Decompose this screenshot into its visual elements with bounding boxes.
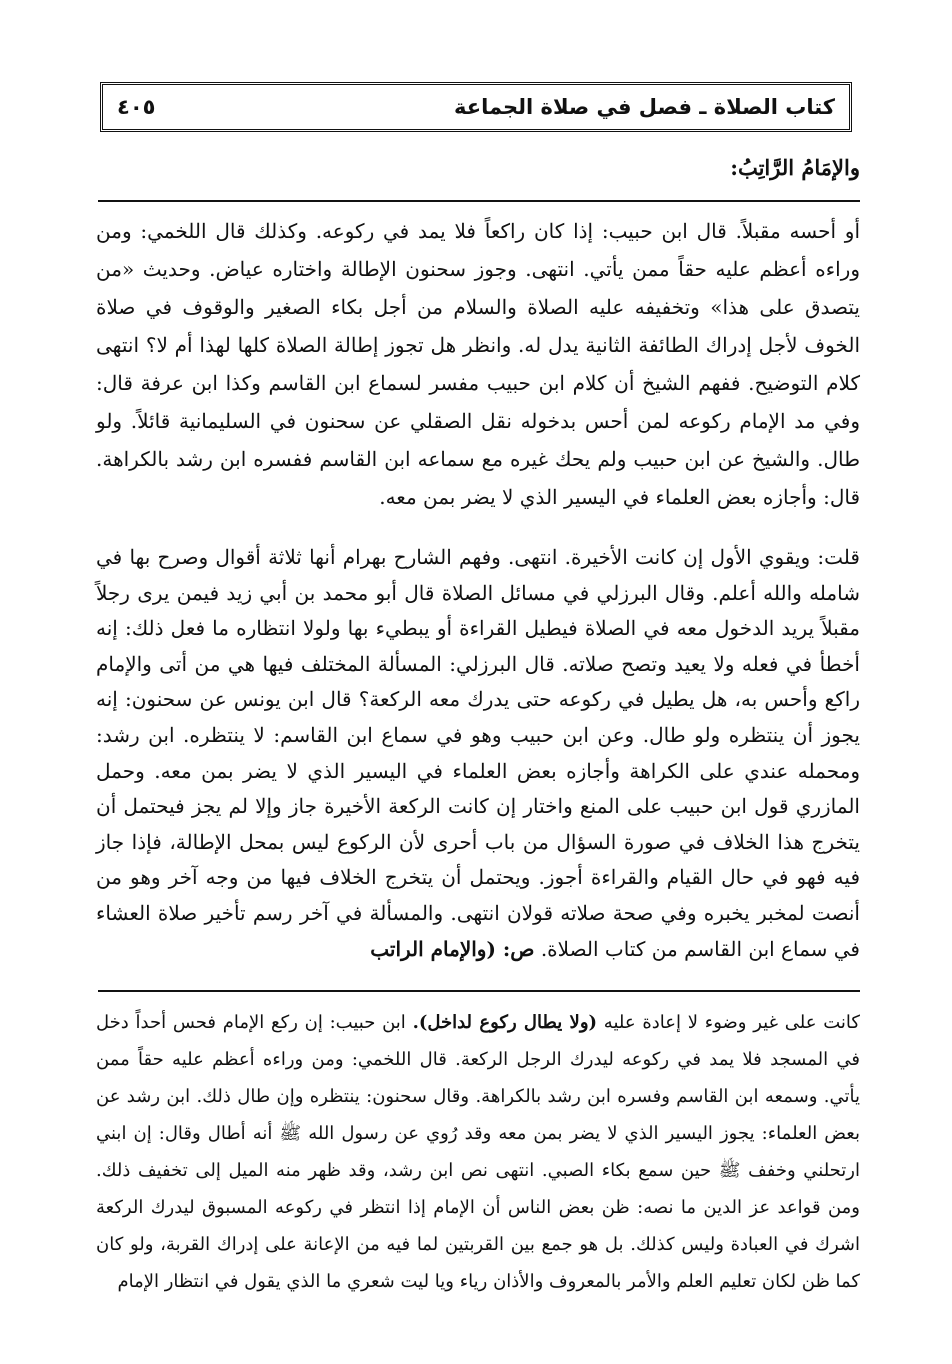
top-divider — [98, 200, 860, 202]
main-commentary-text: قلت: ويقوي الأول إن كانت الأخيرة. انتهى. وفهم الشارح بهرام أنها ثلاثة أقوال وصرح بها في شامله والله أعلم. وقال البرزلي في مسائل الصلاة قال أبو محمد بن أبي زيد فيمن يرى رجلاً مقبلاً يريد الدخول معه في الصلاة فيطيل القراءة أو يبطيء بها ولولا انتظاره ما فعل ذلك: إنه أخطأ في فعله ولا يعيد وتصح صلاته. قال البرزلي: المسألة المختلف فيها هي من أتى والإمام راكع وأحس به، هل يطيل في ركوعه حتى يدرك معه الركعة؟ قال ابن يونس عن سحنون: إنه يجوز أن ينتظره ولو طال. وعن ابن حبيب وهو في سماع ابن القاسم: لا ينتظره. ابن رشد: ومحمله عندي على الكراهة وأجازه بعض العلماء في اليسير الذي لا يضر بمن معه. وحمل المازري قول ابن حبيب على المنع واختار إن كانت الركعة الأخيرة جاز وإلا لم يجز فيحتمل أن يتخرج هذا الخلاف في صورة السؤال من باب أحرى لأن الركوع ليس بمحل الإطالة، فإذا جاز فيه فهو في حال القيام والقراءة أجوز. ويحتمل أن يتخرج الخلاف فيها من وجه آخر وهو من أنصت لمخبر يخبره وفي صحة صلاته قولان انتهى. والمسألة في آخر رسم تأخير صلاة العشاء في سماع ابن القاسم من كتاب الصلاة. — [96, 545, 860, 961]
footnote-divider — [98, 990, 860, 992]
header-title: كتاب الصلاة ـ فصل في صلاة الجماعة — [453, 95, 835, 119]
lower-commentary-text-2: ابن حبيب: إن ركع الإمام فحس أحداً دخل في المسجد فلا يمد في ركوعه ليدرك الرجل الركعة. قال اللخمي: ومن وراءه أعظم عليه حقاً ممن يأتي. وسمعه ابن القاسم وفسره ابن رشد بالكراهة. وقال سحنون: ينتظره وإن طال ذلك. ابن رشد عن بعض العلماء: يجوز اليسير الذي لا يضر بمن معه وقد رُوي عن رسول الله ﷺ أنه أطال وقال: إن ابني ارتحلني وخفف ﷺ حين سمع بكاء الصبي. انتهى نص ابن رشد، وقد ظهر منه الميل إلى تخفيف ذلك. ومن قواعد عز الدين ما نصه: ظن بعض الناس أن الإمام إذا انتظر في ركوعه المسبوق ليدرك الركعة اشرك في العبادة وليس كذلك. بل هو جمع بين القربتين لما فيه من الإعانة على إدراك القربة، ولو كان كما ظن لكان تعليم العلم والأمر بالمعروف والأذان رياء ويا ليت شعري ما الذي يقول في انتظار الإمام — [96, 1012, 860, 1292]
running-header — [100, 82, 852, 132]
matn-lead-line: والإمَامُ الرَّاتِبُ: — [730, 155, 860, 180]
page-number: ٤٠٥ — [117, 95, 156, 119]
matn-quote: ص: (والإمام الراتب — [370, 936, 535, 961]
commentary-continuation: أو أحسه مقبلاً. قال ابن حبيب: إذا كان راكعاً فلا يمد في ركوعه. وكذلك قال اللخمي: ومن وراءه أعظم عليه حقاً ممن يأتي. انتهى. وجوز سحنون الإطالة واختاره عياض. وحديث «من يتصدق على هذا» وتخفيفه عليه الصلاة والسلام من أجل بكاء الصغير والوقوف في صلاة الخوف لأجل إدراك الطائفة الثانية يدل له. وانظر هل تجوز إطالة الصلاة كلها لهذا أم لا؟ انتهى كلام التوضيح. ففهم الشيخ أن كلام ابن حبيب مفسر لسماع ابن القاسم وكذا ابن عرفة قال: وفي مد الإمام ركوعه لمن أحس بدخوله نقل الصقلي عن سحنون في السليمانية قائلاً. ولو طال. والشيخ عن ابن حبيب ولم يحك غيره مع سماعه ابن القاسم ففسره ابن رشد بالكراهة. قال: وأجازه بعض العلماء في اليسير الذي لا يضر بمن معه. — [96, 219, 860, 509]
main-commentary-paragraph — [96, 540, 860, 967]
lower-commentary — [96, 1004, 860, 1300]
lower-commentary-text-1: كانت على غير وضوء لا إعادة عليه — [603, 1012, 860, 1033]
lower-matn-quote: (ولا يطال ركوع لداخل). — [412, 1012, 598, 1033]
